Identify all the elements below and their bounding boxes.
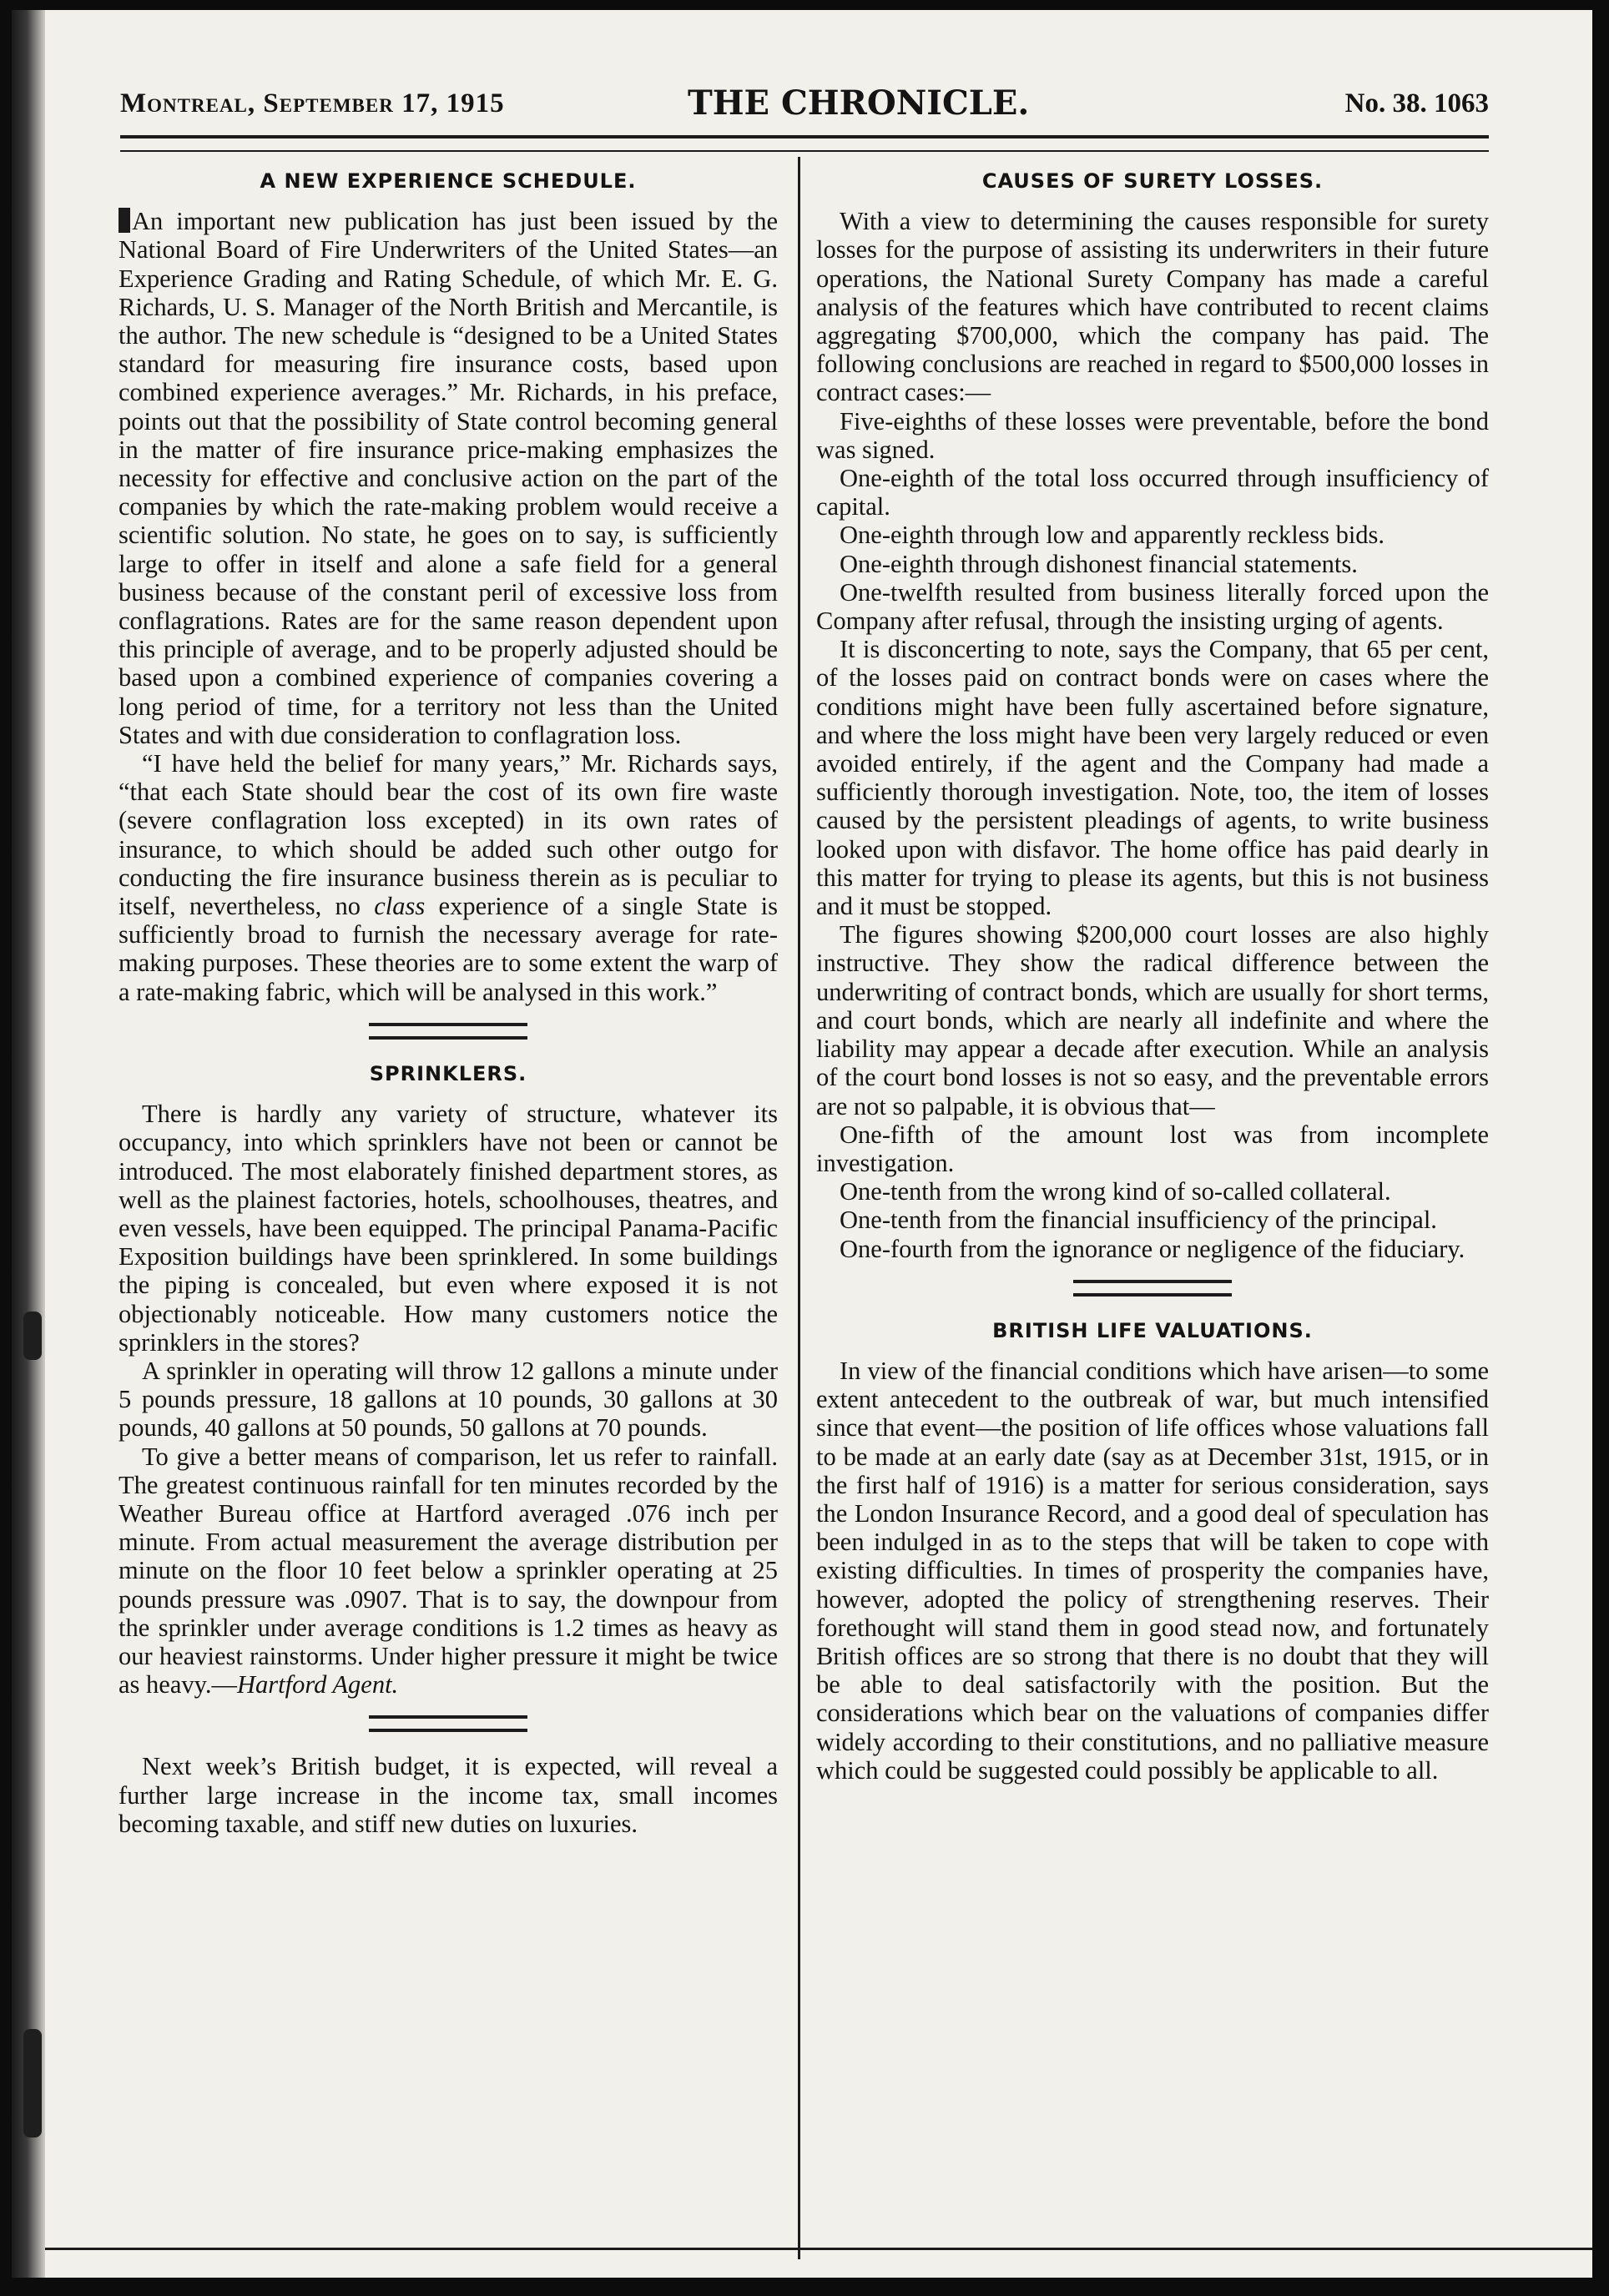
newspaper-page — [12, 10, 1592, 2278]
left-column — [119, 164, 778, 1838]
article-paragraph: Five-eighths of these losses were preventable, before the bond was signed. — [816, 406, 1489, 464]
bottom-border — [45, 2248, 1592, 2250]
running-head — [120, 82, 1489, 132]
section-separator — [1073, 1280, 1232, 1297]
column-rule — [798, 157, 800, 2259]
article-paragraph: One-tenth from the financial insufficiency of the principal. — [840, 1206, 1437, 1235]
article-paragraph: One-twelfth resulted from business literally forced upon the Company after refusal, through the insisting urging of agents. — [816, 577, 1489, 636]
article-paragraph: One-fifth of the amount lost was from incomplete investigation. — [816, 1120, 1489, 1177]
article-paragraph: One-eighth of the total loss occurred through insufficiency of capital. — [816, 464, 1489, 521]
article-paragraph: The figures showing $200,000 court losses are also highly instructive. They show the radical difference between the underwriting of contract bonds, which are usually for short terms, and court bonds, which are nearly all indefinite and where the liability may appear a decade after execution. While an analysis of the court bond losses is not so easy, and the preventable errors are not so palpable, it is obvious that— — [816, 920, 1489, 1120]
article-paragraph: One-eighth through dishonest financial statements. — [840, 549, 1358, 578]
binding-mark — [23, 2029, 42, 2137]
paragraph-mark — [119, 208, 130, 233]
article-paragraph: A sprinkler in operating will throw 12 gallons a minute under 5 pounds pressure, 18 gallons at 10 pounds, 30 gallons at 30 pounds, 40 gallons at 50 pounds, 50 gallons at 70 pounds. — [119, 1356, 778, 1443]
article-paragraph: “I have held the belief for many years,” Mr. Richards says, “that each State should bear the cost of its own fire waste (severe conflagration loss excepted) in its own rates of insurance, to which should be added such other outgo for conducting the fire insurance business therein as is peculiar to itself, nevertheless, no class experience of a single State is sufficiently broad to furnish the necessary average for rate-making purposes. These theories are to some extent the warp of a rate-making fabric, which will be analysed in this work.” — [119, 749, 779, 1006]
page-binding — [12, 10, 45, 2278]
article-heading: A NEW EXPERIENCE SCHEDULE. — [260, 169, 637, 193]
article-heading: SPRINKLERS. — [369, 1061, 527, 1085]
article-paragraph: Next week’s British budget, it is expected, will reveal a further large increase in the income tax, small incomes becoming taxable, and stiff new duties on luxuries. — [119, 1752, 778, 1838]
section-separator — [369, 1715, 527, 1732]
article-paragraph: In view of the financial conditions which have arisen—to some extent antecedent to the outbreak of war, but much intensified since that event—the position of life offices whose valuations fall to be made at an early date (say as at December 31st, 1915, or in the first half of 1916) is a matter for serious consideration, says the London Insurance Record, and a good deal of speculation has been indulged in as to the steps that will be taken to cope with existing difficulties. In times of prosperity the companies have, however, adopted the policy of strengthening reserves. Their forethought will stand them in good stead now, and fortunately British offices are so strong that there is no doubt that they will be able to deal satisfactorily with the position. But the considerations which bear on the valuations of companies differ widely according to their constitutions, and no palliative measure which could be suggested could possibly be applicable to all. — [816, 1356, 1489, 1785]
article-heading: BRITISH LIFE VALUATIONS. — [992, 1318, 1313, 1342]
article-paragraph: One-eighth through low and apparently reckless bids. — [840, 521, 1385, 550]
article-paragraph: An important new publication has just been issued by the National Board of Fire Underwriters of the United States—an Experience Grading and Rating Schedule, of which Mr. E. G. Richards, U. S. Manager of the North British and Mercantile, is the author. The new schedule is “designed to be a United States standard for measuring fire insurance costs, based upon combined experience averages.” Mr. Richards, in his preface, points out that the possibility of State control becoming general in the matter of fire insurance price-making emphasizes the necessity for effective and conclusive action on the part of the companies by which the rate-making problem would receive a scientific solution. No state, he goes on to say, is sufficiently large to offer in itself and alone a safe field for a general business because of the constant peril of excessive loss from conflagrations. Rates are for the same reason dependent upon this principle of average, and to be properly adjusted should be based upon a combined experience of companies covering a long period of time, for a territory not less than the United States and with due consideration to conflagration loss. — [119, 207, 778, 749]
article-paragraph: With a view to determining the causes responsible for surety losses for the purpose of assisting its underwriters in their future operations, the National Surety Company has made a careful analysis of the features which have contributed to recent claims aggregating $700,000, which the company has paid. The following conclusions are reached in regard to $500,000 losses in contract cases:— — [816, 207, 1489, 407]
article-heading: CAUSES OF SURETY LOSSES. — [981, 169, 1324, 193]
dateline: Montreal, September 17, 1915 — [120, 88, 505, 118]
section-separator — [369, 1023, 527, 1040]
issue-page-number: No. 38. 1063 — [1344, 88, 1489, 118]
article-paragraph: It is disconcerting to note, says the Company, that 65 per cent, of the losses paid on contract bonds were on cases where the conditions might have been fully ascertained before signature, and where the loss might have been very largely reduced or even avoided entirely, if the agent and the Company had made a sufficiently thorough investigation. Note, too, the item of losses caused by the persistent pleadings of agents, to write business looked upon with disfavor. The home office has paid dearly in this matter for trying to please its agents, but this is not business and it must be stopped. — [816, 635, 1489, 921]
article-paragraph: There is hardly any variety of structure, whatever its occupancy, into which sprinklers have not been or cannot be introduced. The most elaborately finished department stores, as well as the plainest factories, hotels, schoolhouses, theatres, and even vessels, have been equipped. The principal Panama-Pacific Exposition buildings have been sprinklered. In some buildings the piping is concealed, but even where exposed it is not objectionably noticeable. How many customers notice the sprinklers in the stores? — [119, 1100, 778, 1357]
article-paragraph: To give a better means of comparison, let us refer to rainfall. The greatest continuous rainfall for ten minutes recorded by the Weather Bureau office at Hartford averaged .076 inch per minute. From actual measurement the average distribution per minute on the floor 10 feet below a sprinkler operating at 25 pounds pressure was .0907. That is to say, the downpour from the sprinkler under average conditions is 1.2 times as heavy as our heaviest rainstorms. Under higher pressure it might be twice as heavy.—Hartford Agent. — [119, 1442, 778, 1699]
article-paragraph: One-fourth from the ignorance or negligence of the fiduciary. — [840, 1234, 1465, 1263]
header-rule — [120, 135, 1489, 152]
publication-title: THE CHRONICLE. — [688, 83, 1030, 123]
binding-mark — [23, 1312, 42, 1360]
right-column — [816, 164, 1489, 1785]
article-paragraph: One-tenth from the wrong kind of so-called collateral. — [840, 1177, 1391, 1206]
